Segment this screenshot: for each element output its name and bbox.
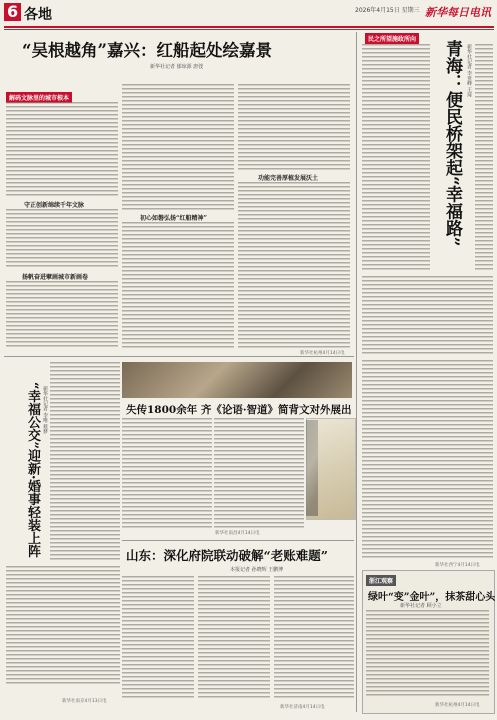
masthead xyxy=(0,0,497,26)
jiaxing-column-1b xyxy=(6,209,118,269)
shandong-column-3 xyxy=(274,576,354,700)
shandong-byline: 本报记者 孙晓辉 王鹏博 xyxy=(230,567,284,573)
shandong-column-1 xyxy=(122,576,194,700)
jiaxing-byline: 新华社记者 郁琼源 唐弢 xyxy=(150,64,204,70)
qinghai-credit: 新华社西宁4月14日电 xyxy=(435,563,480,568)
jiaxing-subhead-4: 功能完善厚植发展沃土 xyxy=(258,175,319,182)
zhejiang-headline: 绿叶“变”金叶”，抹茶甜心头 xyxy=(368,592,496,603)
zhejiang-byline: 新华社记者 顾小立 xyxy=(400,603,442,609)
zhejiang-column xyxy=(366,610,489,698)
qinghai-headline: 青海：便民桥架起“幸福路” xyxy=(442,40,462,247)
masthead-rule xyxy=(4,26,494,28)
column-divider xyxy=(356,32,357,712)
jiaxing-subhead-3: 初心如磐弘扬“红船精神” xyxy=(140,215,207,222)
shandong-headline: 山东：深化府院联动破解“老账难题” xyxy=(126,548,328,563)
jiaxing-column-2a xyxy=(122,84,234,210)
marriage-column-1 xyxy=(50,362,120,562)
qinghai-byline: 新华社记者 李亚峰 王琦 xyxy=(466,44,472,98)
zhejiang-section-label: 浙江观察 xyxy=(366,575,396,586)
shandong-column-2 xyxy=(198,576,270,700)
qinghai-column-2 xyxy=(475,44,493,272)
lunyu-headline: 失传1800余年 齐《论语·智道》简背文对外展出 xyxy=(126,404,352,416)
marriage-credit: 新华社南京4月13日电 xyxy=(62,699,107,704)
page-number: 6 xyxy=(4,3,21,21)
marriage-column-2 xyxy=(6,566,120,684)
jiaxing-column-1c xyxy=(6,281,118,348)
jiaxing-credit: 新华社杭州4月14日电 xyxy=(300,351,345,356)
qinghai-column-4 xyxy=(362,360,493,560)
jiaxing-section-label: 解码文脉里的城市根本 xyxy=(6,92,72,103)
lunyu-column-1 xyxy=(122,418,212,528)
lunyu-credit: 新华社南昌4月14日电 xyxy=(215,531,260,536)
masthead-rule-thin xyxy=(4,29,494,30)
jiaxing-column-3b xyxy=(238,182,350,348)
section-title: 各地 xyxy=(24,7,52,23)
jiaxing-headline: “吴根越角”嘉兴：红船起处绘嘉景 xyxy=(22,41,272,60)
jiaxing-column-3a xyxy=(238,84,350,170)
issue-date: 2026年4月15日 星期三 xyxy=(355,7,420,14)
marriage-byline: 新华社记者 李唯 蔡梦 xyxy=(42,386,48,435)
section-divider-2 xyxy=(122,540,354,541)
marriage-headline: “幸福公交”迎新·婚事轻装上阵 xyxy=(25,382,40,558)
lunyu-slip-detail xyxy=(306,420,318,516)
jiaxing-subhead-2: 扬帆奋进擘画城市新画卷 xyxy=(22,274,89,281)
jiaxing-column-1a xyxy=(6,102,118,197)
qinghai-column-3 xyxy=(362,276,493,356)
newspaper-brand: 新华每日电讯 xyxy=(425,6,491,19)
jiaxing-subhead-1: 守正创新绵续千年文脉 xyxy=(24,202,85,209)
zhejiang-credit: 新华社杭州4月14日电 xyxy=(435,703,480,708)
section-divider-1 xyxy=(4,356,354,357)
jiaxing-column-2b xyxy=(122,222,234,348)
qinghai-section-label: 民之所望施政所向 xyxy=(365,33,419,44)
lunyu-top-photo xyxy=(122,362,352,398)
lunyu-column-2 xyxy=(214,418,304,528)
qinghai-column-1 xyxy=(362,44,430,272)
shandong-credit: 新华社济南4月14日电 xyxy=(280,705,325,710)
